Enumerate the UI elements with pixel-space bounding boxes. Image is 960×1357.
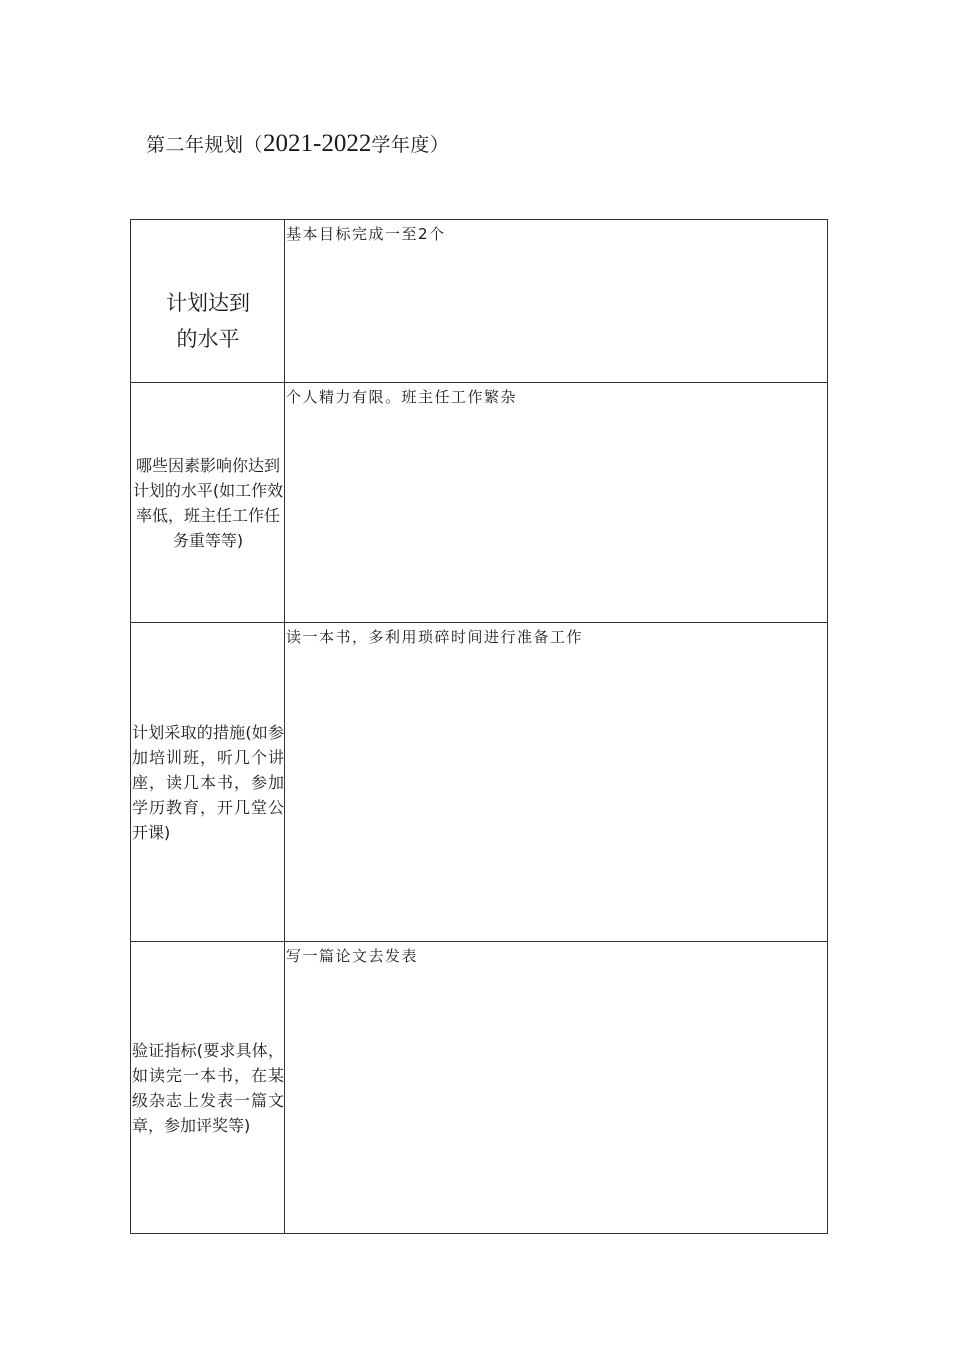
content-text: 个人精力有限。班主任工作繁杂 bbox=[286, 388, 518, 406]
content-text: 读一本书，多利用琐碎时间进行准备工作 bbox=[286, 628, 584, 646]
content-cell bbox=[285, 383, 828, 623]
table-row-influencing-factors bbox=[131, 383, 828, 623]
label-cell bbox=[131, 942, 285, 1234]
content-cell bbox=[285, 623, 828, 942]
content-cell bbox=[285, 220, 828, 383]
label-text: 计划采取的措施(如参加培训班，听几个讲座，读几本书，参加学历教育，开几堂公开课) bbox=[132, 722, 284, 842]
label-text bbox=[131, 245, 284, 357]
plan-table bbox=[130, 219, 828, 1234]
label-text: 验证指标(要求具体，如读完一本书，在某级杂志上发表一篇文章，参加评奖等) bbox=[132, 1040, 284, 1135]
table-row-verification bbox=[131, 942, 828, 1234]
label-line: 的水平 bbox=[176, 327, 240, 351]
content-cell bbox=[285, 942, 828, 1234]
content-text: 基本目标完成一至2个 bbox=[286, 225, 446, 243]
page-title bbox=[146, 130, 449, 158]
table-row-target-level bbox=[131, 220, 828, 383]
title-years: 2021-2022 bbox=[263, 130, 372, 157]
title-suffix: 学年度） bbox=[371, 134, 450, 156]
label-cell bbox=[131, 383, 285, 623]
label-line: 计划达到 bbox=[166, 291, 250, 315]
label-cell bbox=[131, 623, 285, 942]
table-row-measures bbox=[131, 623, 828, 942]
title-prefix: 第二年规划（ bbox=[146, 134, 264, 156]
label-cell bbox=[131, 220, 285, 383]
label-text: 哪些因素影响你达到计划的水平(如工作效率低，班主任工作任务重等等) bbox=[132, 455, 284, 550]
content-text: 写一篇论文去发表 bbox=[286, 947, 419, 965]
